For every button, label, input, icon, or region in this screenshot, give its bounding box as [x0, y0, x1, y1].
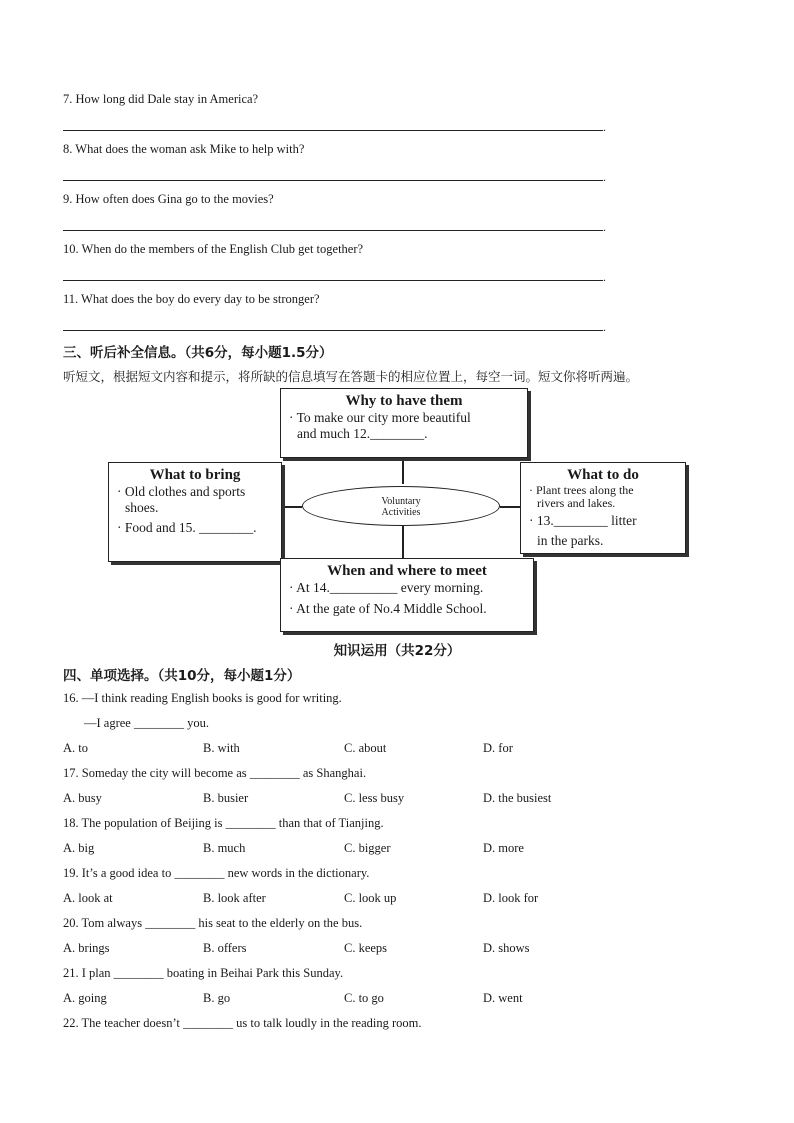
connector-right [500, 506, 520, 508]
knowledge-title: 知识运用（共22分） [333, 643, 461, 659]
center-line-1: Voluntary [381, 496, 421, 507]
option-b[interactable]: B. busier [203, 791, 249, 805]
question-10: 10. When do the members of the English Club get together? [63, 242, 364, 256]
box-do-title: What to do [567, 467, 639, 483]
box-bring-title: What to bring [149, 467, 241, 483]
box-do-item: · Plant trees along the [529, 483, 634, 497]
question-11: 11. What does the boy do every day to be stronger? [63, 292, 320, 306]
question-20-stem: 20. Tom always ________ his seat to the elderly on the bus. [63, 916, 363, 930]
question-16-stem-2: —I agree ________ you. [84, 716, 209, 730]
box-do-item: · 13.________ litter [529, 513, 637, 528]
option-c[interactable]: C. look up [344, 891, 397, 905]
answer-dot: . [603, 320, 606, 334]
section3-instruction: 听短文，根据短文内容和提示，将所缺的信息填写在答题卡的相应位置上，每空一词。短文你将听两遍。 [63, 369, 639, 384]
option-a[interactable]: A. busy [63, 791, 102, 805]
answer-dot: . [603, 220, 606, 234]
box-do-item: rivers and lakes. [537, 496, 616, 510]
question-17-stem: 17. Someday the city will become as ________ as Shanghai. [63, 766, 367, 780]
box-why-item: and much 12.________. [297, 426, 428, 441]
connector-bottom [402, 526, 404, 558]
option-a[interactable]: A. to [63, 741, 88, 755]
option-d[interactable]: D. went [483, 991, 523, 1005]
question-9: 9. How often does Gina go to the movies? [63, 192, 274, 206]
box-meet-item: · At the gate of No.4 Middle School. [289, 601, 487, 616]
box-bring-item: shoes. [125, 500, 159, 515]
option-d[interactable]: D. shows [483, 941, 530, 955]
question-8: 8. What does the woman ask Mike to help with? [63, 142, 305, 156]
question-18-stem: 18. The population of Beijing is ________ than that of Tianjing. [63, 816, 384, 830]
option-a[interactable]: A. going [63, 991, 107, 1005]
section3-heading: 三、听后补全信息。（共6分，每小题1.5分） [63, 345, 333, 361]
box-do-item: in the parks. [537, 533, 604, 548]
option-b[interactable]: B. offers [203, 941, 247, 955]
option-c[interactable]: C. to go [344, 991, 384, 1005]
box-why [280, 388, 528, 458]
option-a[interactable]: A. look at [63, 891, 113, 905]
option-d[interactable]: D. for [483, 741, 513, 755]
box-meet-item: · At 14.__________ every morning. [289, 580, 484, 595]
option-b[interactable]: B. look after [203, 891, 266, 905]
option-b[interactable]: B. with [203, 741, 240, 755]
option-c[interactable]: C. bigger [344, 841, 391, 855]
center-line-2: Activities [381, 507, 421, 518]
box-bring-item: · Food and 15. ________. [117, 520, 257, 535]
answer-line-7[interactable] [63, 130, 603, 131]
answer-dot: . [603, 170, 606, 184]
answer-line-10[interactable] [63, 280, 603, 281]
section4-heading: 四、单项选择。（共10分，每小题1分） [63, 668, 301, 684]
option-c[interactable]: C. keeps [344, 941, 388, 955]
connector-top [402, 458, 404, 484]
question-16-stem: 16. —I think reading English books is good for writing. [63, 691, 342, 705]
option-b[interactable]: B. much [203, 841, 246, 855]
option-a[interactable]: A. brings [63, 941, 110, 955]
answer-dot: . [603, 270, 606, 284]
question-7: 7. How long did Dale stay in America? [63, 92, 259, 106]
answer-line-8[interactable] [63, 180, 603, 181]
option-d[interactable]: D. look for [483, 891, 539, 905]
option-d[interactable]: D. more [483, 841, 524, 855]
option-b[interactable]: B. go [203, 991, 231, 1005]
option-c[interactable]: C. less busy [344, 791, 405, 805]
answer-line-11[interactable] [63, 330, 603, 331]
option-c[interactable]: C. about [344, 741, 387, 755]
question-19-stem: 19. It’s a good idea to ________ new words in the dictionary. [63, 866, 370, 880]
question-22-stem: 22. The teacher doesn’t ________ us to talk loudly in the reading room. [63, 1016, 422, 1030]
box-bring [108, 462, 282, 562]
box-meet [280, 558, 534, 632]
center-ellipse [302, 486, 500, 526]
option-d[interactable]: D. the busiest [483, 791, 552, 805]
box-bring-item: · Old clothes and sports [117, 484, 246, 499]
question-21-stem: 21. I plan ________ boating in Beihai Park this Sunday. [63, 966, 344, 980]
answer-dot: . [603, 120, 606, 134]
box-meet-title: When and where to meet [327, 563, 487, 579]
box-do [520, 462, 686, 554]
answer-line-9[interactable] [63, 230, 603, 231]
box-why-item: · To make our city more beautiful [289, 410, 471, 425]
option-a[interactable]: A. big [63, 841, 95, 855]
box-why-title: Why to have them [345, 393, 463, 409]
connector-left [282, 506, 302, 508]
